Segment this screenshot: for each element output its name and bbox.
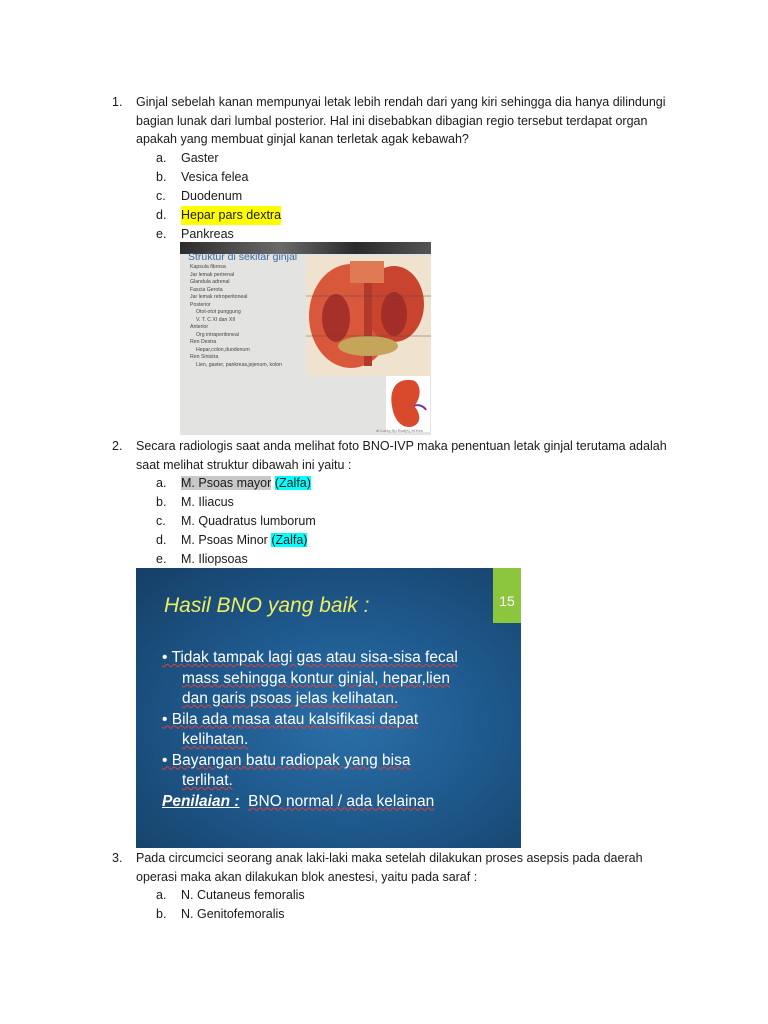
slide-line: dan garis psoas jelas kelihatan. — [182, 690, 399, 707]
option-letter: a. — [156, 476, 167, 490]
option-text: Vesica felea — [181, 169, 249, 184]
option-b — [156, 905, 672, 924]
option-letter: e. — [156, 552, 167, 566]
option-text: M. Psoas Minor — [181, 533, 268, 547]
question-text: Secara radiologis saat anda melihat foto BNO-IVP maka penentuan letak ginjal terutama adalah saat melihat struktur dibawah ini yaitu : — [136, 439, 667, 472]
slide-line: • Bila ada masa atau kalsifikasi dapat — [162, 710, 419, 728]
option-text-highlighted: Hepar pars dextra — [181, 206, 281, 225]
question-text: Pada circumcici seorang anak laki-laki maka setelah dilakukan proses asepsis pada daerah operasi maka akan dilakukan blok anestesi, yaitu pada saraf : — [136, 851, 643, 884]
bullet: Ren Sinistra — [190, 354, 219, 360]
slide-title: Hasil BNO yang baik : — [164, 594, 370, 617]
bullet: Posterior — [190, 301, 211, 308]
penilaian-value: BNO normal / ada kelainan — [248, 792, 435, 810]
slide-bullet-list — [190, 264, 282, 369]
bullet: Kapsula fibrosa — [190, 264, 226, 270]
option-list — [156, 886, 672, 924]
penilaian-line — [162, 792, 458, 813]
slide-title: Struktur di sekitar ginjal — [188, 251, 298, 263]
bullet: Jar lemak perirenal — [190, 271, 235, 278]
bullet: Glandula adrenal — [190, 279, 230, 285]
question-number: 2. — [112, 439, 123, 453]
option-b — [156, 168, 672, 187]
option-list — [156, 149, 672, 244]
slide-body — [162, 648, 458, 812]
option-letter: a. — [156, 888, 167, 902]
option-text: Pankreas — [181, 226, 234, 241]
option-list — [156, 474, 672, 569]
option-letter: c. — [156, 514, 166, 528]
option-a — [156, 886, 672, 905]
question-2 — [112, 437, 672, 569]
option-text: Gaster — [181, 150, 219, 165]
question-number: 3. — [112, 851, 123, 865]
abdominal-organs-illustration — [306, 256, 431, 376]
option-text-highlighted: M. Psoas mayor — [181, 476, 272, 490]
option-e — [156, 225, 672, 244]
bullet: Jar lemak retroperitoneal — [190, 294, 248, 300]
sub-bullet: Otot-otot punggung — [196, 309, 241, 315]
option-letter: b. — [156, 495, 167, 509]
option-e — [156, 550, 672, 569]
option-letter: e. — [156, 226, 167, 241]
bno-slide-image — [136, 568, 521, 848]
kidney-illustration — [386, 376, 430, 432]
sub-bullet: V. T. C XI dan XII — [196, 316, 236, 323]
option-c — [156, 187, 672, 206]
option-letter: b. — [156, 169, 167, 184]
question-3 — [112, 849, 672, 924]
option-text: M. Iliacus — [181, 495, 234, 509]
option-letter: b. — [156, 907, 167, 921]
slide-line: mass sehingga kontur ginjal, hepar,lien — [182, 669, 450, 687]
option-b — [156, 493, 672, 512]
slide-line: terlihat. — [182, 772, 233, 789]
option-text: N. Cutaneus femoralis — [181, 888, 305, 902]
sub-bullet: Org intraperitoneal — [196, 331, 239, 338]
option-c — [156, 512, 672, 531]
option-letter: c. — [156, 188, 166, 203]
slide-line: • Bayangan batu radiopak yang bisa — [162, 751, 411, 769]
bullet: Fascia Gerota — [190, 286, 223, 293]
question-1 — [112, 93, 672, 244]
option-a — [156, 149, 672, 168]
question-number: 1. — [112, 95, 123, 109]
option-text: M. Iliopsoas — [181, 552, 248, 566]
option-note: (Zalfa) — [274, 476, 311, 490]
sub-bullet: Lien, gaster, pankreas,jejenum, kolon — [196, 361, 282, 368]
option-d — [156, 206, 672, 225]
option-d — [156, 531, 672, 550]
anatomy-slide-image — [180, 242, 431, 435]
option-note: (Zalfa) — [271, 533, 308, 547]
bullet: Anterior — [190, 324, 209, 330]
option-letter: d. — [156, 533, 167, 547]
option-letter: d. — [156, 207, 167, 222]
bullet: Ren Dextra — [190, 339, 217, 345]
sub-bullet: Hepar,colon,duodenum — [196, 346, 250, 353]
question-text: Ginjal sebelah kanan mempunyai letak lebih rendah dari yang kiri sehingga dia hanya dilindungi bagian lunak dari lumbal posterior. Hal ini disebabkan dibagian regio tersebut terdapat organ apakah yang membuat ginjal kanan terletak agak kebawah? — [136, 95, 666, 146]
option-a — [156, 474, 672, 493]
penilaian-label: Penilaian : — [162, 792, 240, 810]
slide-line: • Tidak tampak lagi gas atau sisa-sisa fecal — [162, 649, 458, 666]
option-letter: a. — [156, 150, 167, 165]
option-text: Duodenum — [181, 188, 243, 203]
slide-page-number: 15 — [493, 568, 521, 623]
option-text: M. Quadratus lumborum — [181, 514, 316, 528]
slide-line: kelihatan. — [182, 731, 249, 748]
slide-footer: dr.Lucky,Sp.Rad(K),M.Kes — [376, 428, 423, 433]
option-text: N. Genitofemoralis — [181, 907, 285, 921]
